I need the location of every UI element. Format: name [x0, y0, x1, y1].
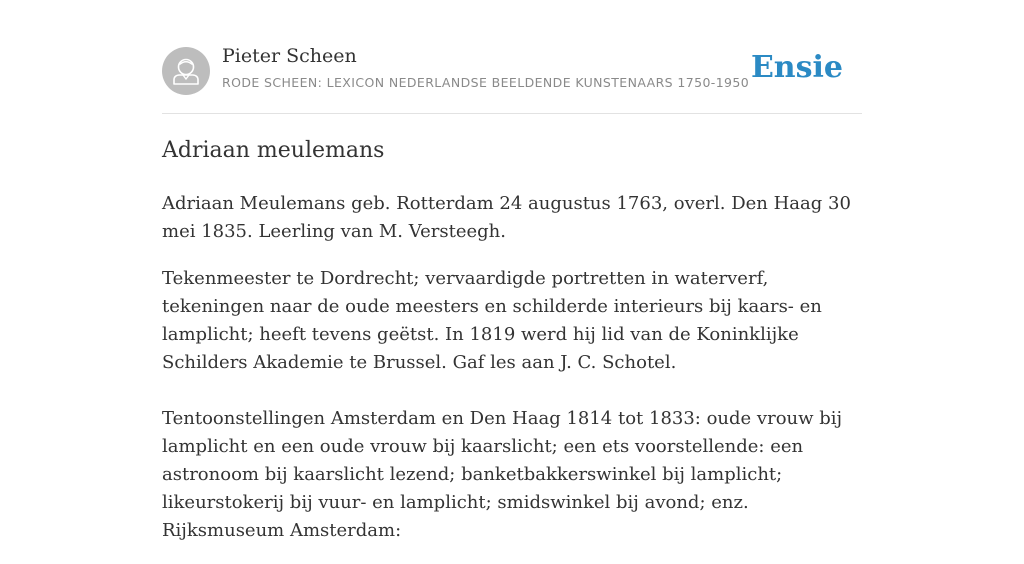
article-header	[162, 0, 862, 114]
article-body	[162, 190, 862, 564]
article-paragraph: Adriaan Meulemans geb. Rotterdam 24 augustus 1763, overl. Den Haag 30 mei 1835. Leerling van M. Versteegh.	[162, 193, 851, 242]
page-container	[162, 0, 862, 541]
user-icon	[162, 47, 210, 95]
brand-logo[interactable]: Ensie	[750, 50, 843, 85]
article-paragraph: Tentoonstellingen Amsterdam en Den Haag 1814 tot 1833: oude vrouw bij lamplicht en een oude vrouw bij kaarslicht; een ets voorstellende: een astronoom bij kaarslicht lezend; banketbakkerswinkel bij lamplicht; likeurstokerij bij vuur- en lamplicht; smidswinkel bij avond; enz. Rijksmuseum Amsterdam:	[162, 408, 843, 541]
article-paragraph: Tekenmeester te Dordrecht; vervaardigde portretten in waterverf, tekeningen naar de oude meesters en schilderde interieurs bij kaars- en lamplicht; heeft tevens geëtst. In 1819 werd hij lid van de Koninklijke Schilders Akademie te Brussel. Gaf les aan J. C. Schotel.	[162, 268, 822, 373]
source-label[interactable]: RODE SCHEEN: LEXICON NEDERLANDSE BEELDENDE KUNSTENAARS 1750-1950	[222, 75, 750, 90]
avatar[interactable]	[162, 47, 210, 95]
article-title: Adriaan meulemans	[162, 138, 385, 163]
author-name[interactable]: Pieter Scheen	[222, 45, 357, 67]
